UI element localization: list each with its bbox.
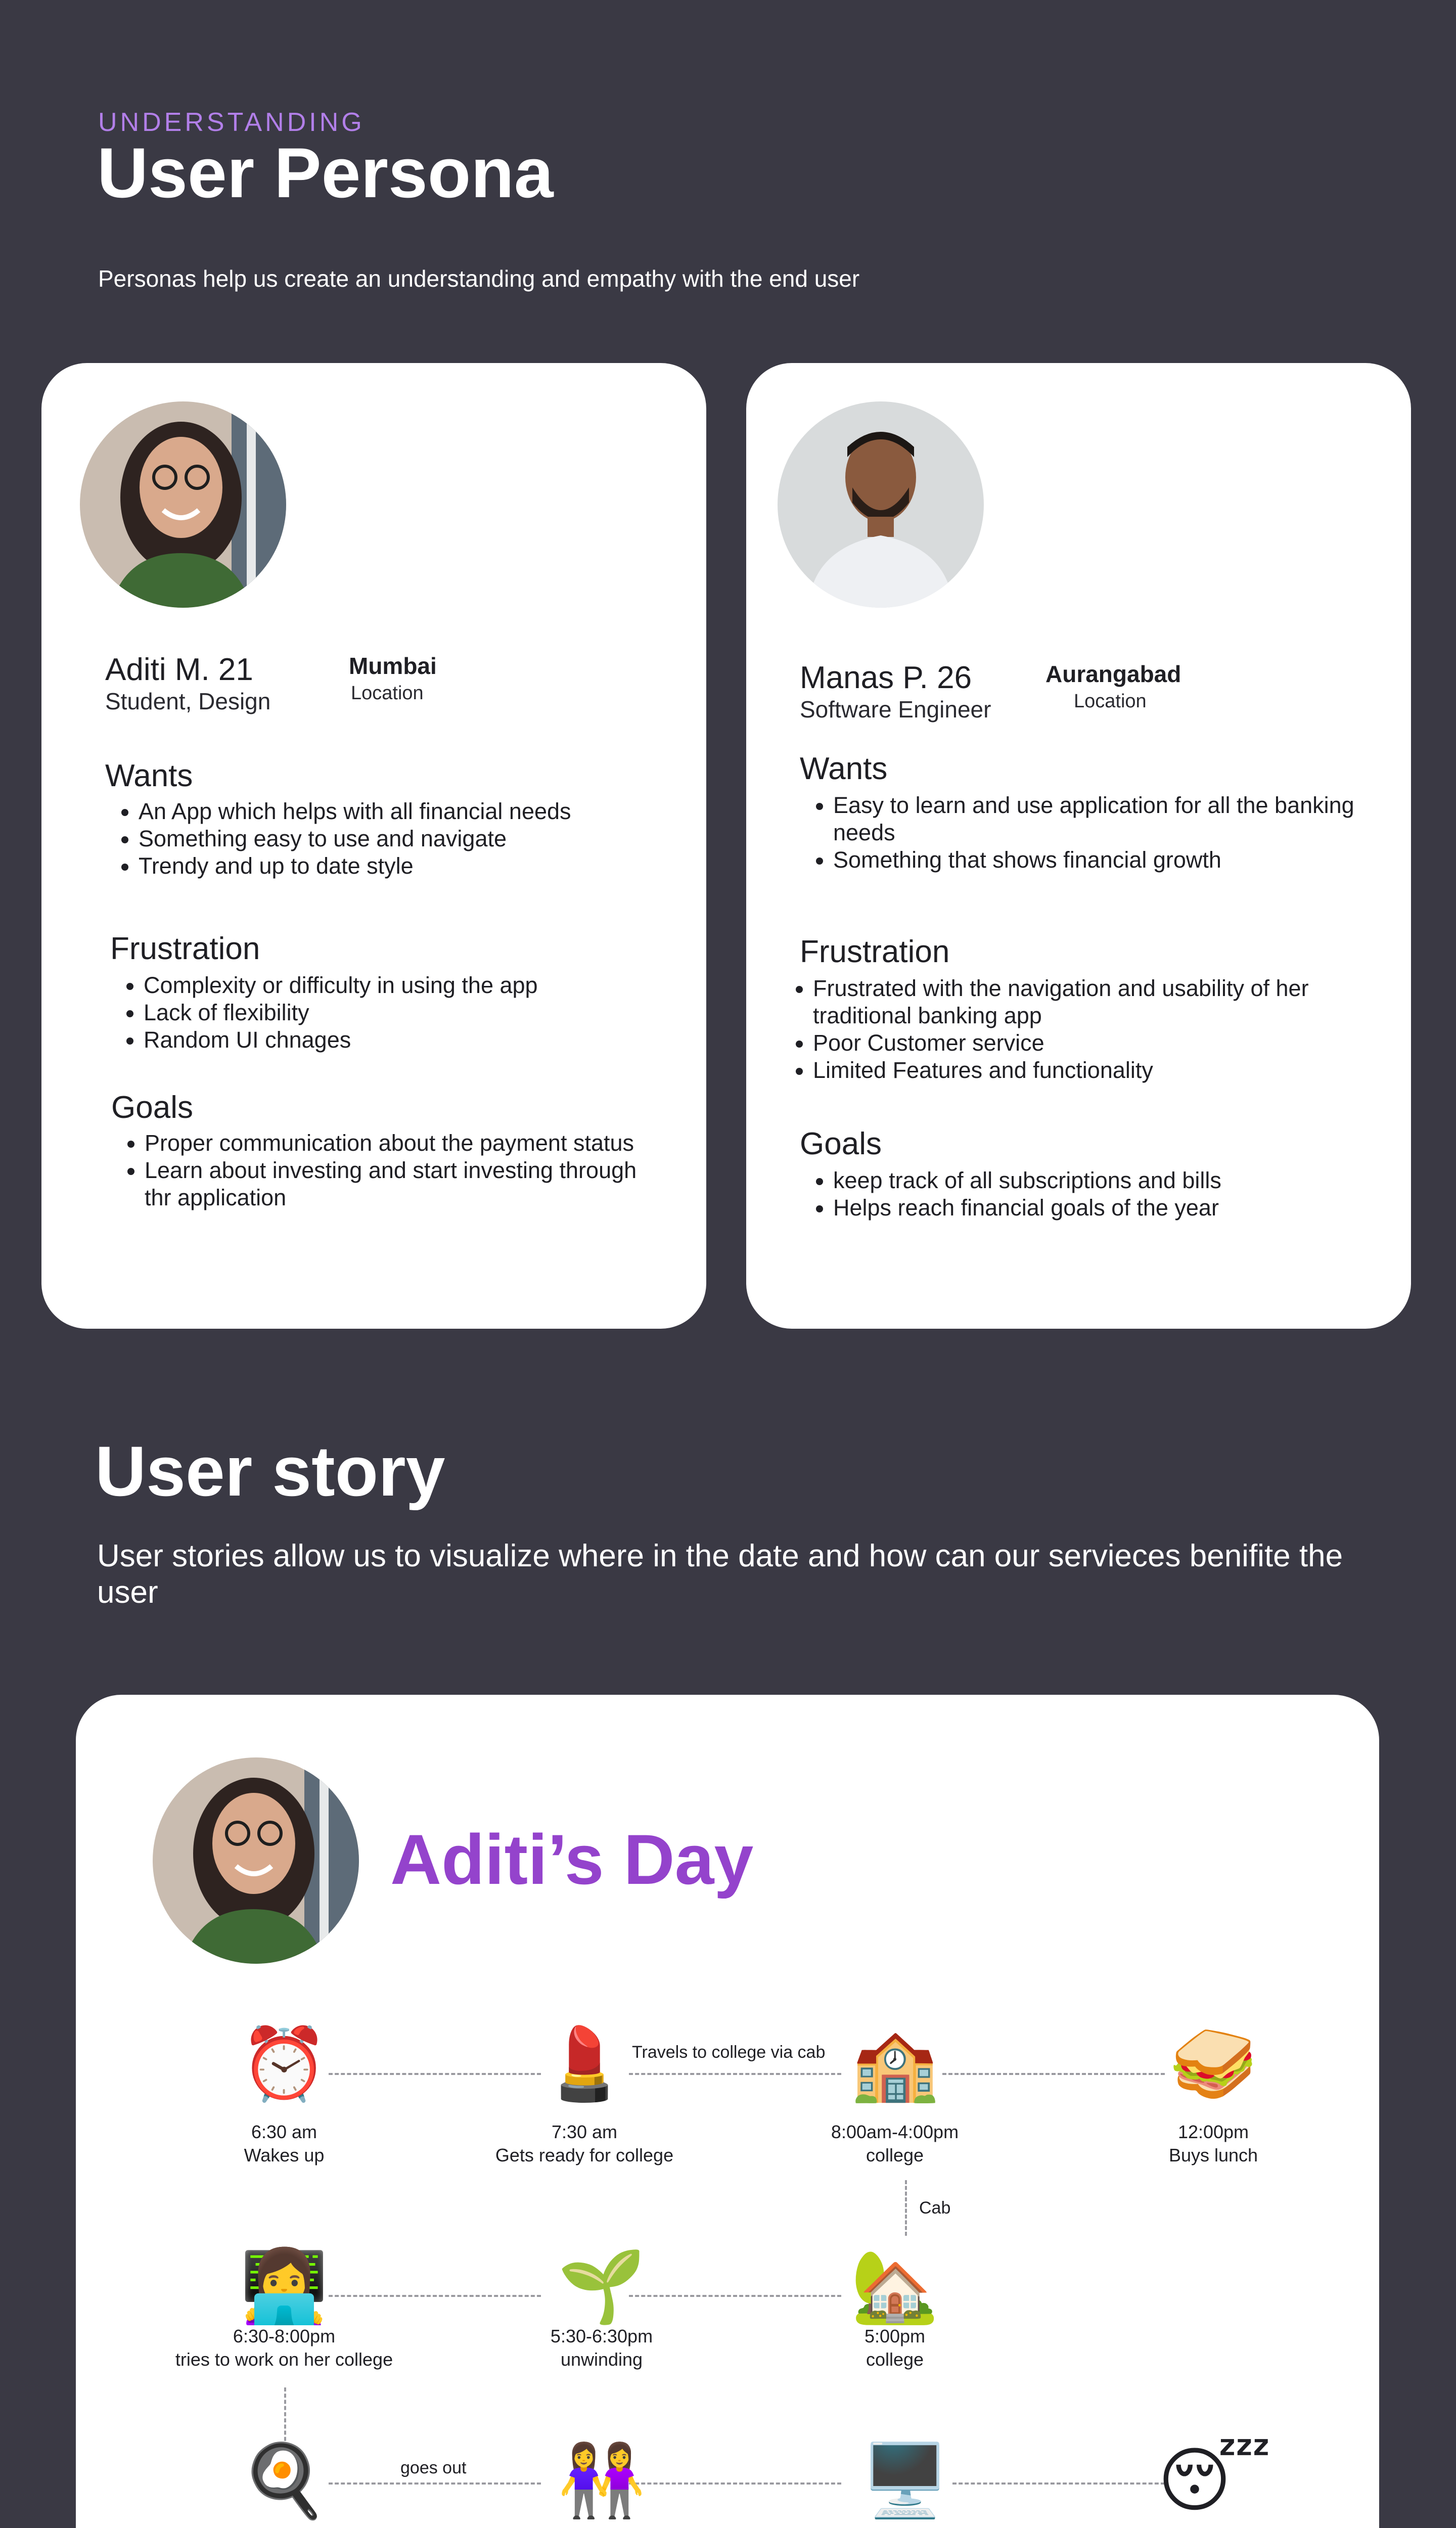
timeline-connector bbox=[629, 2073, 841, 2075]
timeline-event bbox=[132, 2325, 436, 2371]
timeline-connector bbox=[629, 2482, 841, 2485]
school-icon: 🏫 bbox=[850, 2024, 939, 2103]
timeline-event bbox=[132, 2120, 436, 2167]
frustrations-list bbox=[787, 975, 1379, 1084]
persona-location: Mumbai bbox=[349, 653, 437, 679]
persona-role: Software Engineer bbox=[800, 696, 991, 723]
persona-location-label: Location bbox=[1074, 691, 1147, 712]
desktop-computer-icon: 🖥️ bbox=[860, 2441, 949, 2520]
goals-list bbox=[111, 1130, 650, 1211]
woman-technologist-icon: 👩‍💻 bbox=[240, 2246, 329, 2326]
wants-title: Wants bbox=[105, 758, 193, 793]
event-label: unwinding bbox=[560, 2349, 643, 2370]
list-item: • keep track of all subscriptions and bills bbox=[833, 1167, 1389, 1194]
event-label: Wakes up bbox=[244, 2145, 325, 2165]
list-item: • Complexity or difficulty in using the app bbox=[144, 972, 700, 999]
timeline-connector bbox=[629, 2295, 841, 2297]
user-story-title: User story bbox=[95, 1431, 445, 1511]
event-time: 6:30-8:00pm bbox=[233, 2326, 336, 2346]
persona-location: Aurangabad bbox=[1045, 661, 1181, 687]
event-label: college bbox=[866, 2349, 924, 2370]
timeline-connector bbox=[329, 2482, 541, 2485]
persona-name: Aditi M. 21 bbox=[105, 652, 253, 687]
persona-name: Manas P. 26 bbox=[800, 660, 972, 695]
day-title: Aditi’s Day bbox=[390, 1820, 754, 1899]
sandwich-icon: 🥪 bbox=[1169, 2024, 1258, 2103]
timeline-note: Cab bbox=[919, 2198, 951, 2218]
persona-card-aditi bbox=[41, 363, 706, 1329]
event-time: 7:30 am bbox=[551, 2121, 618, 2142]
persona-location-label: Location bbox=[351, 683, 424, 704]
timeline-event bbox=[743, 2120, 1046, 2167]
cooking-icon: 🍳 bbox=[240, 2441, 329, 2520]
event-label: college bbox=[866, 2145, 924, 2165]
frustration-title: Frustration bbox=[800, 934, 950, 969]
timeline-event bbox=[450, 2325, 753, 2371]
wants-title: Wants bbox=[800, 751, 888, 786]
avatar bbox=[80, 401, 286, 608]
frustrations-list bbox=[110, 972, 700, 1054]
timeline-connector bbox=[329, 2295, 541, 2297]
event-time: 6:30 am bbox=[251, 2121, 317, 2142]
list-item: • Something that shows financial growth bbox=[833, 846, 1374, 874]
event-time: 5:00pm bbox=[864, 2326, 926, 2346]
seedling-icon: 🌱 bbox=[557, 2246, 646, 2326]
list-item: • An App which helps with all financial needs bbox=[139, 798, 720, 825]
day-timeline-card bbox=[76, 1695, 1379, 2528]
avatar bbox=[778, 401, 984, 608]
timeline-connector bbox=[905, 2180, 907, 2236]
persona-role: Student, Design bbox=[105, 688, 271, 714]
timeline-connector bbox=[942, 2073, 1165, 2075]
list-item: • Lack of flexibility bbox=[144, 999, 700, 1026]
event-label: Gets ready for college bbox=[495, 2145, 674, 2165]
lipstick-icon: 💄 bbox=[540, 2024, 629, 2103]
event-time: 8:00am-4:00pm bbox=[831, 2121, 959, 2142]
goals-title: Goals bbox=[800, 1126, 882, 1161]
wants-list bbox=[105, 798, 720, 880]
wants-list bbox=[800, 792, 1374, 874]
list-item: • Trendy and up to date style bbox=[139, 852, 720, 880]
page-title: User Persona bbox=[97, 133, 554, 212]
list-item: • Something easy to use and navigate bbox=[139, 825, 720, 852]
timeline-note: Travels to college via cab bbox=[632, 2043, 826, 2062]
goals-title: Goals bbox=[111, 1090, 193, 1125]
event-time: 12:00pm bbox=[1177, 2121, 1249, 2142]
list-item: • Proper communication about the payment status bbox=[145, 1130, 650, 1157]
user-story-description: User stories allow us to visualize where in the date and how can our servieces benifite the user bbox=[97, 1539, 1343, 1610]
sleeping-face-icon: 😴 bbox=[1158, 2441, 1271, 2520]
persona-card-manas bbox=[746, 363, 1411, 1329]
list-item: • Poor Customer service bbox=[813, 1029, 1379, 1057]
timeline-note: goes out bbox=[400, 2458, 467, 2477]
house-icon: 🏡 bbox=[850, 2246, 939, 2326]
list-item: • Easy to learn and use application for all the banking needs bbox=[833, 792, 1374, 846]
event-label: tries to work on her college bbox=[175, 2349, 393, 2370]
page-description: Personas help us create an understanding and empathy with the end user bbox=[98, 265, 860, 292]
list-item: • Random UI chnages bbox=[144, 1026, 700, 1054]
event-label: Buys lunch bbox=[1168, 2145, 1258, 2165]
list-item: • Learn about investing and start investing through thr application bbox=[145, 1157, 650, 1211]
section-eyebrow: UNDERSTANDING bbox=[98, 108, 365, 137]
list-item: • Limited Features and functionality bbox=[813, 1057, 1379, 1084]
alarm-clock-icon: ⏰ bbox=[240, 2024, 329, 2103]
timeline-event bbox=[743, 2325, 1046, 2371]
avatar bbox=[153, 1757, 359, 1964]
list-item: • Frustrated with the navigation and usability of her traditional banking app bbox=[813, 975, 1379, 1029]
timeline-event bbox=[433, 2120, 736, 2167]
timeline-connector bbox=[284, 2387, 286, 2447]
timeline-event bbox=[1062, 2120, 1365, 2167]
timeline-connector bbox=[329, 2073, 541, 2075]
goals-list bbox=[800, 1167, 1389, 1222]
frustration-title: Frustration bbox=[110, 931, 260, 966]
timeline-connector bbox=[952, 2482, 1165, 2485]
list-item: • Helps reach financial goals of the year bbox=[833, 1194, 1389, 1222]
event-time: 5:30-6:30pm bbox=[550, 2326, 653, 2346]
friends-icon: 👭 bbox=[557, 2441, 646, 2520]
